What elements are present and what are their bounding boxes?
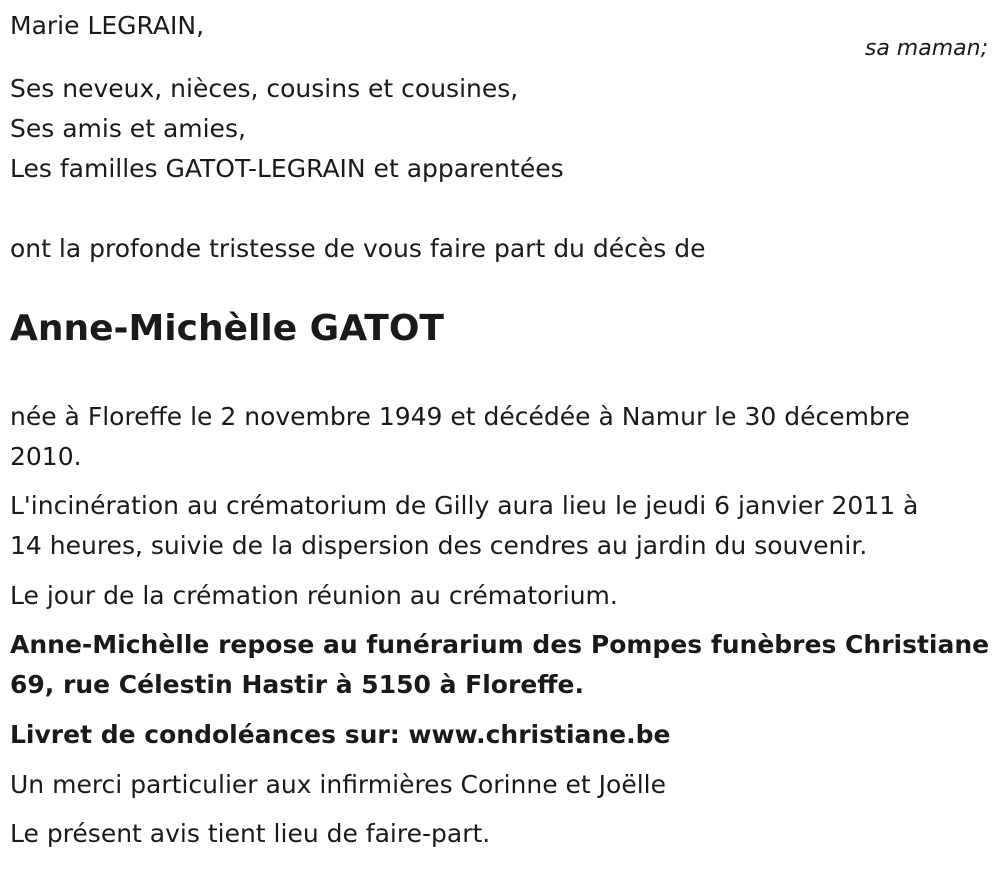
announcement: ont la profonde tristesse de vous faire part du décès de — [10, 234, 706, 263]
reunion: Le jour de la crémation réunion au crématorium. — [10, 581, 618, 610]
signatory: Marie LEGRAIN, — [10, 11, 205, 40]
notice: Le présent avis tient lieu de faire-part. — [10, 819, 491, 848]
family-line-families: Les familles GATOT-LEGRAIN et apparentées — [10, 154, 564, 183]
family-line-friends: Ses amis et amies, — [10, 114, 246, 143]
ceremony-line-2: 14 heures, suivie de la dispersion des cendres au jardin du souvenir. — [10, 531, 868, 560]
birth-death-line-1: née à Floreffe le 2 novembre 1949 et décédée à Namur le 30 décembre — [10, 402, 910, 431]
funeral-home-line-1: Anne-Michèlle repose au funérarium des Pompes funèbres Christiane — [10, 630, 990, 659]
signatory-role: sa maman; — [864, 36, 988, 61]
condolences: Livret de condoléances sur: www.christiane.be — [10, 720, 671, 749]
birth-death-line-2: 2010. — [10, 442, 82, 471]
deceased-name: Anne-Michèlle GATOT — [10, 308, 444, 349]
family-line-nephews: Ses neveux, nièces, cousins et cousines, — [10, 74, 519, 103]
funeral-home-line-2: 69, rue Célestin Hastir à 5150 à Floreffe. — [10, 670, 584, 699]
thanks: Un merci particulier aux infirmières Corinne et Joëlle — [10, 770, 666, 799]
ceremony-line-1: L'incinération au crématorium de Gilly aura lieu le jeudi 6 janvier 2011 à — [10, 491, 919, 520]
